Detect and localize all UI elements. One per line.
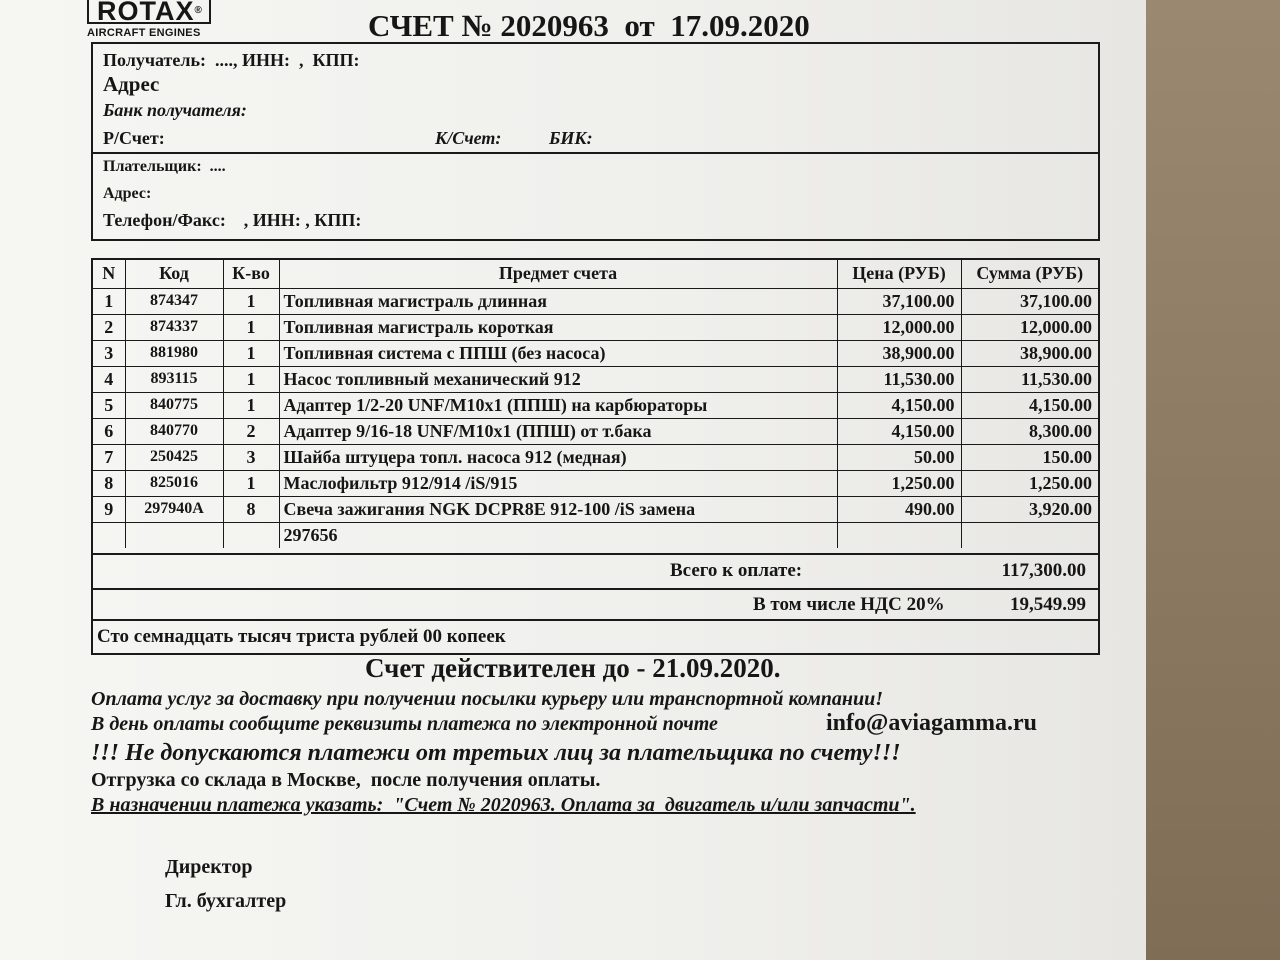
cell-code: 297940A [125,496,223,522]
table-row [93,340,1098,366]
invoice-title: СЧЕТ № 2020963 от 17.09.2020 [368,8,810,43]
recipient-corr-account: К/Счет: [435,128,502,148]
cell-sum [961,522,1098,548]
cell-item: Топливная система с ППШ (без насоса) [279,340,837,366]
cell-qty: 8 [223,496,279,522]
cell-item: Адаптер 9/16-18 UNF/M10x1 (ППШ) от т.бака [279,418,837,444]
cell-qty: 1 [223,314,279,340]
cell-qty: 1 [223,366,279,392]
cell-sum: 8,300.00 [961,418,1098,444]
shipping-note: Отгрузка со склада в Москве, после получения оплаты. [91,769,601,791]
cell-num: 9 [93,496,125,522]
cell-code: 881980 [125,340,223,366]
cell-item: Насос топливный механический 912 [279,366,837,392]
cell-qty [223,522,279,548]
cell-price: 12,000.00 [837,314,961,340]
cell-price: 4,150.00 [837,418,961,444]
amount-in-words: Сто семнадцать тысяч триста рублей 00 копеек [97,626,506,647]
cell-price: 490.00 [837,496,961,522]
cell-num: 8 [93,470,125,496]
payer-address: Адрес: [103,185,152,202]
vat-value: 19,549.99 [1010,594,1086,615]
table-row [93,366,1098,392]
rotax-logo [87,0,211,39]
logo-brand: ROTAX [97,0,195,24]
table-row [93,288,1098,314]
cell-price: 37,100.00 [837,288,961,314]
payer-phone: Телефон/Факс: , ИНН: , КПП: [103,210,362,230]
table-row [93,496,1098,522]
cell-num [93,522,125,548]
cell-num: 7 [93,444,125,470]
cell-price: 38,900.00 [837,340,961,366]
cell-item: 297656 [279,522,837,548]
cell-num: 1 [93,288,125,314]
cell-sum: 150.00 [961,444,1098,470]
contact-email: info@aviagamma.ru [826,710,1037,736]
delivery-note: Оплата услуг за доставку при получении посылки курьеру или транспортной компании! [91,688,884,710]
total-value: 117,300.00 [1001,560,1086,581]
payer-line: Плательщик: .... [103,158,226,175]
recipient-account: Р/Счет: [103,128,165,148]
cell-code: 840775 [125,392,223,418]
column-header-item: Предмет счета [279,260,837,288]
background-surface [1146,0,1280,960]
column-header-sum: Сумма (РУБ) [961,260,1098,288]
vat-row [91,588,1100,621]
logo-tagline: AIRCRAFT ENGINES [87,27,201,39]
cell-code: 250425 [125,444,223,470]
cell-sum: 1,250.00 [961,470,1098,496]
table-row [93,392,1098,418]
column-header-qty: К-во [223,260,279,288]
cell-qty: 1 [223,470,279,496]
column-header-num: N [93,260,125,288]
cell-qty: 3 [223,444,279,470]
cell-item: Маслофильтр 912/914 /iS/915 [279,470,837,496]
recipient-bank: Банк получателя: [103,100,247,120]
vat-label: В том числе НДС 20% [753,594,945,615]
recipient-block [91,42,1100,154]
total-label: Всего к оплате: [670,560,803,581]
logo-registered-mark: ® [194,5,203,16]
amount-in-words-row [91,619,1100,655]
cell-code: 825016 [125,470,223,496]
cell-price: 50.00 [837,444,961,470]
third-party-warning: !!! Не допускаются платежи от третьих лиц за плательщика по счету!!! [91,740,901,766]
cell-sum: 11,530.00 [961,366,1098,392]
column-header-code: Код [125,260,223,288]
table-header-row [93,260,1098,288]
cell-price: 11,530.00 [837,366,961,392]
cell-num: 3 [93,340,125,366]
cell-qty: 1 [223,340,279,366]
cell-code: 840770 [125,418,223,444]
cell-item: Топливная магистраль длинная [279,288,837,314]
cell-qty: 1 [223,288,279,314]
cell-num: 4 [93,366,125,392]
cell-qty: 2 [223,418,279,444]
cell-sum: 38,900.00 [961,340,1098,366]
cell-price [837,522,961,548]
cell-code: 893115 [125,366,223,392]
cell-item: Топливная магистраль короткая [279,314,837,340]
cell-item: Адаптер 1/2-20 UNF/M10x1 (ППШ) на карбюраторы [279,392,837,418]
director-signature-label: Директор [165,856,253,878]
cell-qty: 1 [223,392,279,418]
column-header-price: Цена (РУБ) [837,260,961,288]
accountant-signature-label: Гл. бухгалтер [165,890,287,912]
cell-num: 6 [93,418,125,444]
cell-sum: 37,100.00 [961,288,1098,314]
cell-item: Свеча зажигания NGK DCPR8E 912-100 /iS замена [279,496,837,522]
email-note: В день оплаты сообщите реквизиты платежа по электронной почте [91,713,718,735]
validity-notice: Счет действителен до - 21.09.2020. [365,653,781,683]
cell-price: 1,250.00 [837,470,961,496]
cell-code: 874337 [125,314,223,340]
cell-sum: 4,150.00 [961,392,1098,418]
cell-num: 5 [93,392,125,418]
total-row [91,553,1100,590]
cell-item: Шайба штуцера топл. насоса 912 (медная) [279,444,837,470]
recipient-line: Получатель: ...., ИНН: , КПП: [103,50,360,70]
recipient-bik: БИК: [549,128,593,148]
payer-block [91,152,1100,241]
cell-sum: 12,000.00 [961,314,1098,340]
table-row [93,522,1098,548]
cell-num: 2 [93,314,125,340]
cell-code: 874347 [125,288,223,314]
table-row [93,314,1098,340]
cell-code [125,522,223,548]
cell-price: 4,150.00 [837,392,961,418]
items-table [91,258,1100,555]
table-row [93,444,1098,470]
cell-sum: 3,920.00 [961,496,1098,522]
recipient-address: Адрес [103,72,160,96]
table-row [93,470,1098,496]
payment-purpose-note: В назначении платежа указать: "Счет № 2020963. Оплата за двигатель и/или запчасти". [91,794,916,816]
table-row [93,418,1098,444]
